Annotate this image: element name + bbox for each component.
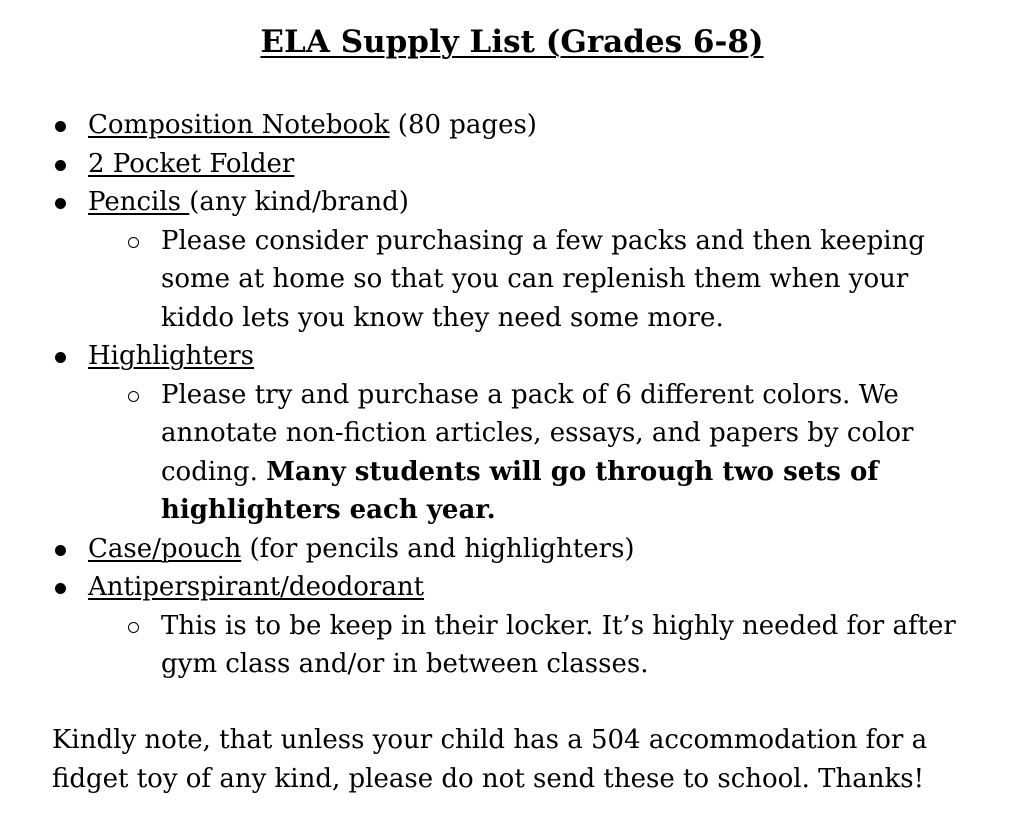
- item-label: Antiperspirant/deodorant: [88, 572, 425, 602]
- sub-item-bold-text: Many students will go through two sets of highlighters each year.: [161, 456, 879, 525]
- list-item-antiperspirant: [0, 568, 1024, 684]
- item-label: Highlighters: [88, 341, 255, 371]
- item-label: 2 Pocket Folder: [88, 148, 295, 179]
- bullet-icon: [55, 121, 66, 132]
- list-item-case-pouch: [0, 530, 1024, 569]
- closing-note: Kindly note, that unless your child has a 504 accommodation for a fidget toy of any kind, please do not send these to school. Thanks!: [52, 725, 928, 794]
- circle-bullet-icon: [128, 622, 139, 633]
- item-detail: (any kind/brand): [189, 187, 409, 217]
- supply-list: [0, 106, 1024, 684]
- bullet-icon: [55, 583, 66, 594]
- item-label: Pencils: [88, 187, 190, 217]
- circle-bullet-icon: [128, 391, 139, 402]
- sub-item-pencils-note: [0, 222, 1024, 338]
- page-title: ELA Supply List (Grades 6-8): [260, 24, 764, 60]
- list-item-highlighters: [0, 337, 1024, 530]
- sub-list: [88, 607, 1024, 684]
- list-item-composition-notebook: [0, 106, 1024, 145]
- bullet-icon: [55, 160, 66, 171]
- sub-list: [88, 376, 1024, 530]
- bullet-icon: [55, 545, 66, 556]
- sub-list: [88, 222, 1024, 338]
- item-label: Composition Notebook: [88, 110, 390, 140]
- circle-bullet-icon: [128, 237, 139, 248]
- list-item-pocket-folder: [0, 145, 1024, 184]
- item-label: Case/pouch: [88, 533, 242, 564]
- sub-item-text: This is to be keep in their locker. It’s highly needed for after gym class and/or in between classes.: [161, 610, 956, 679]
- item-detail: (80 pages): [389, 110, 537, 140]
- sub-item-antiperspirant-note: [0, 607, 1024, 684]
- bullet-icon: [55, 352, 66, 363]
- sub-item-text: Please consider purchasing a few packs and then keeping some at home so that you can replenish them when your kiddo lets you know they need some more.: [161, 225, 925, 333]
- bullet-icon: [55, 198, 66, 209]
- item-detail: (for pencils and highlighters): [241, 533, 635, 564]
- sub-item-text: Please try and purchase a pack of 6 different colors. We annotate non-fiction articles, essays, and papers by color coding.: [161, 379, 914, 487]
- sub-item-highlighters-note: [0, 376, 1024, 530]
- list-item-pencils: [0, 183, 1024, 337]
